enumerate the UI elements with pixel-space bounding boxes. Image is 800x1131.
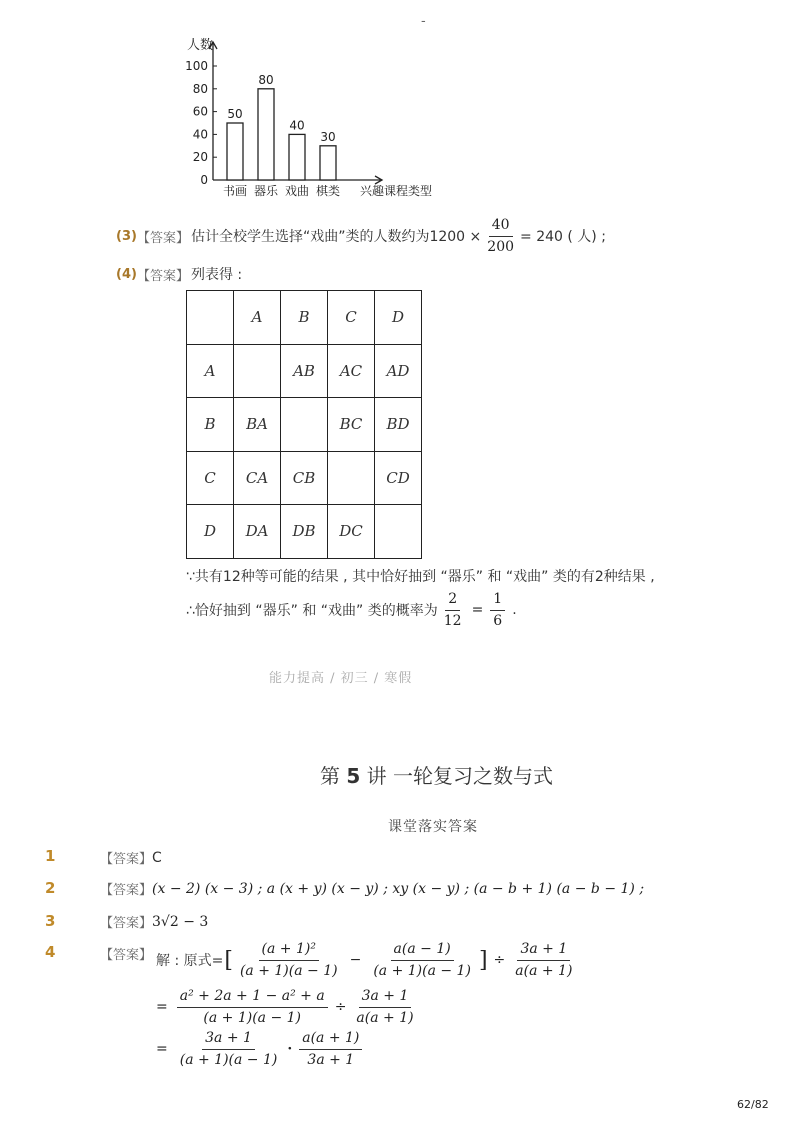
outcome-table — [186, 290, 422, 559]
table-cell: AD — [375, 344, 422, 398]
table-cell — [234, 344, 281, 398]
q4-l1-frac-1-den: (a + 1)(a − 1) — [239, 962, 338, 979]
x-category-label: 棋类 — [315, 184, 341, 198]
part3-text: 估计全校学生选择“戏曲”类的人数约为1200 × — [190, 229, 482, 245]
q4-l1-frac-3-num: 3a + 1 — [517, 941, 570, 960]
answer-3 — [100, 912, 208, 931]
q4-l2-frac-1-den: (a + 1)(a − 1) — [203, 1009, 302, 1026]
answer-3-tag: 【答案】 — [100, 916, 153, 931]
q4-l3-equals: = — [156, 1041, 168, 1057]
part3-frac-num: 40 — [489, 217, 513, 236]
table-cell: DB — [281, 505, 328, 559]
q4-minus: − — [349, 952, 362, 968]
part4-conclusion-2-text: ∴恰好抽到 “器乐” 和 “戏曲” 类的概率为 — [186, 603, 438, 619]
answer-1-number: 1 — [45, 847, 56, 865]
y-tick-label: 0 — [200, 173, 208, 187]
bar-戏曲 — [289, 134, 305, 180]
prob-fraction-1 — [441, 591, 465, 628]
y-tick-label: 80 — [192, 81, 208, 96]
answer-3-text: 3√2 − 3 — [152, 913, 209, 930]
table-cell: C — [187, 451, 234, 505]
part3-number: (3) — [116, 228, 137, 244]
table-row — [187, 398, 422, 452]
section-subtitle: 课堂落实答案 — [388, 819, 478, 835]
table-cell: B — [281, 291, 328, 345]
prob-frac-2-num: 1 — [490, 591, 505, 610]
bar-chart — [170, 30, 460, 205]
table-cell — [281, 398, 328, 452]
q4-l1-frac-3-den: a(a + 1) — [515, 962, 573, 979]
table-cell: CA — [234, 451, 281, 505]
table-cell — [187, 291, 234, 345]
section-title-post: 讲 一轮复习之数与式 — [366, 764, 553, 788]
q4-open-bracket: [ — [224, 947, 233, 973]
q4-divide-2: ÷ — [334, 999, 347, 1015]
table-cell: AC — [328, 344, 375, 398]
answer-3-number: 3 — [45, 912, 56, 930]
prob-equals: = — [471, 602, 484, 618]
table-cell: A — [187, 344, 234, 398]
bar-value-label: 30 — [320, 129, 336, 144]
q4-close-bracket: ] — [478, 947, 488, 973]
q4-l3-frac-1-den: (a + 1)(a − 1) — [179, 1051, 278, 1068]
answer-1-text: C — [152, 849, 162, 866]
prob-frac-1-num: 2 — [445, 591, 460, 610]
part3-frac-den: 200 — [487, 238, 515, 255]
part3-answer-tag: 【答案】 — [136, 230, 189, 246]
prob-period: . — [512, 602, 517, 618]
answer-4-tag: 【答案】 — [100, 948, 153, 963]
part3-line — [116, 214, 606, 258]
prob-frac-2-den: 6 — [493, 612, 503, 629]
q4-l1-frac-3 — [512, 941, 575, 978]
bar-value-label: 80 — [258, 72, 274, 87]
q4-l3-frac-2-num: a(a + 1) — [299, 1030, 362, 1049]
table-cell: BC — [328, 398, 375, 452]
q4-l1-frac-1-num: (a + 1)² — [259, 941, 319, 960]
y-axis-label: 人数 — [187, 38, 214, 53]
section-title-pre: 第 — [320, 764, 340, 788]
q4-multiply-dot: · — [287, 1041, 293, 1057]
table-row — [187, 344, 422, 398]
page-number: 62/82 — [737, 1098, 769, 1111]
table-cell: C — [328, 291, 375, 345]
table-cell: CD — [375, 451, 422, 505]
q4-line-2 — [156, 984, 420, 1030]
answer-2-text: (x − 2) (x − 3) ; a (x + y) (x − y) ; xy (x − y) ; (a − b + 1) (a − b − 1) ; — [152, 880, 645, 897]
table-cell: CB — [281, 451, 328, 505]
table-row — [187, 505, 422, 559]
part4-number: (4) — [116, 266, 137, 282]
q4-l2-frac-2-den: a(a + 1) — [356, 1009, 414, 1026]
q4-l2-equals: = — [156, 999, 168, 1015]
q4-l2-frac-2 — [353, 988, 416, 1025]
q4-l1-frac-2 — [370, 941, 474, 978]
answer-2 — [100, 879, 644, 898]
q4-l1-frac-2-num: a(a − 1) — [391, 941, 454, 960]
table-cell: BA — [234, 398, 281, 452]
q4-l3-frac-2-den: 3a + 1 — [307, 1051, 355, 1068]
part4-conclusion-1: ∵共有12种等可能的结果 , 其中恰好抽到 “器乐” 和 “戏曲” 类的有2种结果 , — [186, 569, 655, 585]
q4-l1-frac-1 — [237, 941, 341, 978]
x-category-label: 书画 — [222, 184, 248, 198]
bar-器乐 — [258, 89, 274, 180]
answer-1-tag: 【答案】 — [100, 852, 153, 867]
table-cell: BD — [375, 398, 422, 452]
q4-l2-frac-1 — [177, 988, 328, 1025]
part4-line — [116, 264, 242, 284]
table-cell — [375, 505, 422, 559]
footer-tag: 能力提高 / 初三 / 寒假 — [269, 671, 413, 686]
table-row — [187, 291, 422, 345]
q4-l2-frac-1-num: a² + 2a + 1 − a² + a — [177, 988, 328, 1007]
answer-4-tag-wrap — [100, 944, 152, 963]
answer-4-number: 4 — [45, 943, 56, 961]
q4-line-3 — [156, 1026, 365, 1072]
bar-棋类 — [320, 146, 336, 180]
table-row — [187, 451, 422, 505]
prob-fraction-2 — [490, 591, 505, 628]
section-title-num: 5 — [346, 764, 361, 788]
x-category-label: 器乐 — [253, 184, 279, 198]
part3-result: = 240 ( 人) ; — [520, 229, 606, 245]
q4-line-1 — [156, 936, 578, 984]
y-tick-label: 60 — [192, 104, 208, 119]
q4-l2-frac-2-num: 3a + 1 — [359, 988, 412, 1007]
x-category-label: 戏曲 — [284, 184, 310, 198]
q4-divide-1: ÷ — [493, 952, 506, 968]
bar-value-label: 40 — [289, 118, 305, 133]
q4-l1-frac-2-den: (a + 1)(a − 1) — [373, 962, 471, 979]
part4-conclusion-2 — [186, 588, 517, 632]
table-cell: DA — [234, 505, 281, 559]
part4-answer-tag: 【答案】 — [136, 268, 189, 284]
table-cell: D — [187, 505, 234, 559]
table-cell: A — [234, 291, 281, 345]
y-tick-label: 100 — [185, 59, 208, 73]
answer-4-lead: 解 : 原式= — [156, 953, 224, 969]
table-cell: DC — [328, 505, 375, 559]
q4-l3-frac-1-num: 3a + 1 — [202, 1030, 255, 1049]
answer-2-number: 2 — [45, 879, 56, 897]
y-tick-label: 20 — [192, 150, 208, 165]
table-cell: AB — [281, 344, 328, 398]
table-cell: D — [375, 291, 422, 345]
section-title — [320, 760, 553, 789]
x-axis-label: 兴趣课程类型 — [360, 184, 433, 198]
table-cell — [328, 451, 375, 505]
part4-intro: 列表得 : — [190, 267, 243, 283]
bar-value-label: 50 — [227, 107, 243, 121]
bar-书画 — [227, 123, 243, 180]
table-cell: B — [187, 398, 234, 452]
answer-2-tag: 【答案】 — [100, 883, 153, 898]
y-tick-label: 40 — [192, 127, 208, 142]
q4-l3-frac-2 — [299, 1030, 362, 1067]
q4-l3-frac-1 — [177, 1030, 281, 1067]
answer-1 — [100, 848, 162, 867]
prob-frac-1-den: 12 — [443, 612, 462, 629]
top-mark: - — [421, 14, 426, 29]
part3-fraction — [484, 217, 517, 254]
